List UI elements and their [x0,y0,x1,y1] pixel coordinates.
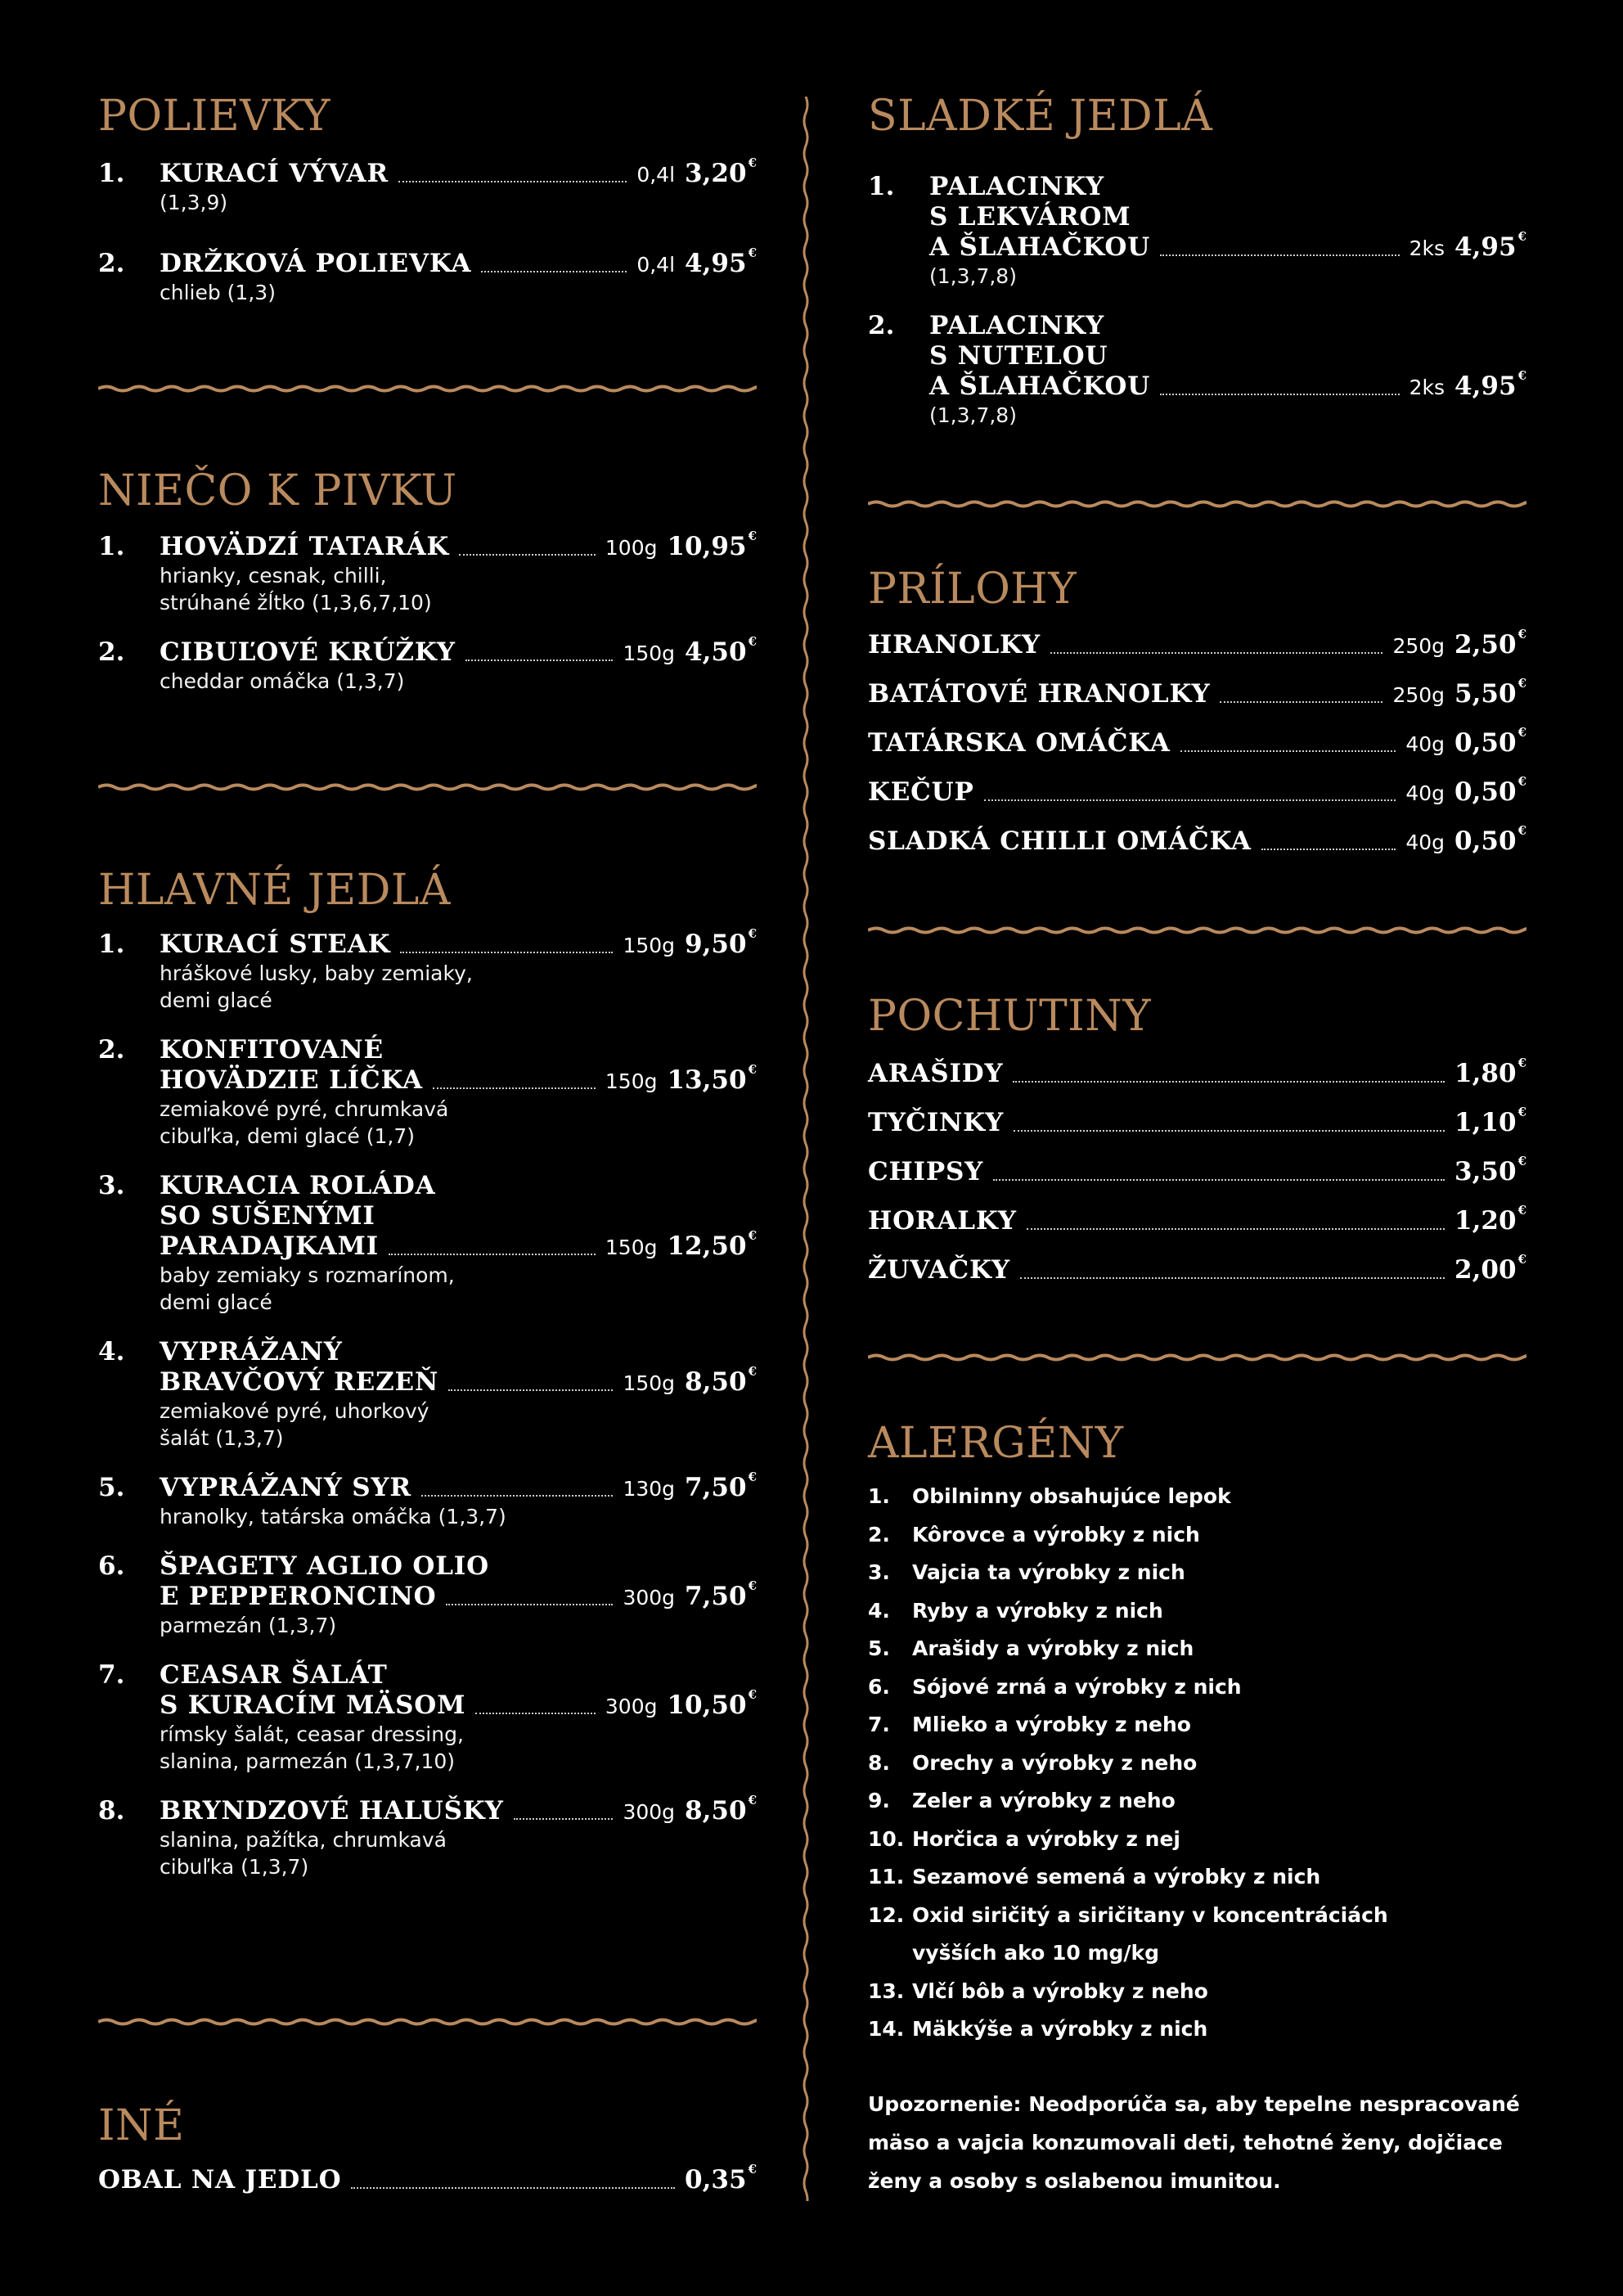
item-name-line: PALACINKY [929,172,1104,201]
item-number: 2. [98,249,125,278]
dot-leader [993,1173,1445,1181]
item-quantity: 300g [605,1695,658,1718]
allergen-item: 14. Mäkkýše a výrobky z nich [868,2017,1208,2041]
euro-symbol: € [1517,627,1526,642]
wavy-divider [868,1347,1526,1368]
menu-item [98,2162,757,2195]
item-description: (1,3,7,8) [929,264,1017,288]
section-title: HLAVNÉ JEDLÁ [98,866,451,915]
menu-item [868,1252,1526,1285]
item-price: 7,50 € [685,1470,757,1502]
dot-leader [459,547,596,556]
item-name-line: S LEKVÁROM [929,202,1131,232]
item-description: hranolky, tatárska omáčka (1,3,7) [160,1505,506,1528]
section-sladke-jedla [868,92,1526,429]
euro-symbol: € [748,1470,757,1484]
menu-item [868,774,1526,808]
allergen-list [868,1478,1526,2049]
item-description: (1,3,9) [160,191,228,214]
item-quantity: 2ks [1409,236,1445,260]
item-name-line: KURACIA ROLÁDA [160,1171,436,1200]
dot-leader [433,1081,596,1089]
item-name: BRYNDZOVÉ HALUŠKY [160,1796,504,1826]
item-price: 1,20 € [1454,1203,1526,1236]
item-description: šalát (1,3,7) [160,1426,284,1450]
item-name-line: VYPRÁŽANÝ [160,1337,343,1366]
wavy-divider [98,378,757,399]
item-description: strúhané žĺtko (1,3,6,7,10) [160,591,432,615]
dot-leader [351,2181,675,2189]
euro-symbol: € [748,529,757,543]
menu-item [98,155,757,216]
euro-symbol: € [1517,725,1526,740]
item-description: chlieb (1,3) [160,281,276,304]
allergen-item: 9. Zeler a výrobky z neho [868,1789,1176,1812]
item-name: KURACÍ VÝVAR [160,159,389,188]
euro-symbol: € [748,1364,757,1379]
section-title: PRÍLOHY [868,565,1077,614]
allergen-item: 2. Kôrovce a výrobky z nich [868,1522,1200,1546]
item-quantity: 300g [623,1586,676,1609]
item-name: DRŽKOVÁ POLIEVKA [160,249,472,278]
dot-leader [514,1812,614,1820]
dot-leader [448,1383,613,1391]
section-title: INÉ [98,2101,185,2150]
menu-item [98,1337,757,1452]
item-quantity: 0,4l [636,163,676,187]
dot-leader [446,1597,613,1605]
menu-item [98,245,757,306]
item-name: BATÁTOVÉ HRANOLKY [868,679,1211,709]
allergen-item: 12. Oxid siričitý a siričitany v koncentráciách vyšších ako 10 mg/kg [868,1902,1388,1965]
dot-leader [1220,695,1382,703]
dot-leader [389,1247,596,1255]
item-price: 8,50 € [685,1364,757,1397]
dot-leader [984,793,1396,801]
dot-leader [465,653,614,661]
item-number: 2. [98,637,125,667]
allergen-item: 6. Sójové zrná a výrobky z nich [868,1674,1242,1699]
item-name: TATÁRSKA OMÁČKA [868,728,1171,758]
warning-line: Upozornenie: Neodporúča sa, aby tepelne nespracované [868,2091,1520,2116]
item-price: 4,95 € [1454,368,1526,401]
item-description: zemiakové pyré, uhorkový [160,1399,429,1423]
section-nieco-k-pivku [98,466,757,695]
euro-symbol: € [748,1578,757,1593]
item-name: TYČINKY [868,1108,1005,1137]
item-quantity: 150g [605,1236,658,1259]
item-quantity: 2ks [1409,376,1445,399]
item-price: 8,50 € [685,1793,757,1826]
item-name: KEČUP [868,777,974,807]
allergen-item: 4. Ryby a výrobky z nich [868,1598,1163,1623]
euro-symbol: € [1517,1252,1526,1267]
item-quantity: 250g [1392,634,1445,658]
item-name: VYPRÁŽANÝ SYR [160,1473,411,1502]
item-price: 4,50 € [685,634,757,667]
warning-line: ženy a osoby s oslabenou imunitou. [868,2168,1281,2193]
menu-item [868,676,1526,709]
euro-symbol: € [1517,229,1526,244]
item-price: 1,10 € [1454,1105,1526,1137]
allergen-item: 8. Orechy a výrobky z neho [868,1750,1198,1775]
section-title: ALERGÉNY [868,1419,1124,1468]
item-name-line: ŠPAGETY AGLIO OLIO [160,1551,489,1581]
item-description: baby zemiaky s rozmarínom, [160,1263,455,1287]
menu-item [868,627,1526,660]
dot-leader [1050,646,1383,654]
item-name: HOVÄDZIE LÍČKA [160,1065,423,1095]
item-quantity: 150g [605,1069,658,1093]
item-name-line: CEASAR ŠALÁT [160,1660,388,1690]
allergen-item: 3. Vajcia ta výrobky z nich [868,1560,1185,1584]
item-price: 0,50 € [1454,725,1526,758]
menu-item [868,725,1526,759]
item-name: HRANOLKY [868,630,1041,660]
dot-leader [1014,1123,1445,1132]
section-alergeny [868,1419,1526,2200]
item-price: 0,50 € [1454,823,1526,856]
menu-item [98,926,757,1014]
vertical-wavy-divider [799,97,812,2201]
item-price: 4,95 € [1454,229,1526,262]
item-quantity: 40g [1405,781,1445,805]
euro-symbol: € [1517,676,1526,691]
item-name-line: KONFITOVANÉ [160,1035,384,1065]
item-quantity: 150g [623,1371,676,1395]
euro-symbol: € [748,245,757,260]
item-number: 1. [98,930,125,959]
item-number: 6. [98,1551,125,1581]
euro-symbol: € [1517,774,1526,789]
euro-symbol: € [1517,1154,1526,1168]
item-description: demi glacé [160,1290,272,1314]
item-price: 5,50 € [1454,676,1526,709]
item-description: cibuľka (1,3,7) [160,1855,309,1879]
dot-leader [475,1706,596,1714]
section-polievky [98,92,757,306]
item-price: 3,20 € [685,155,757,188]
item-quantity: 150g [623,642,676,665]
item-price: 10,95 € [667,529,757,561]
item-description: cheddar omáčka (1,3,7) [160,669,405,693]
menu-item [868,1105,1526,1138]
item-price: 10,50 € [667,1687,757,1720]
dot-leader [1027,1222,1445,1230]
item-description: rímsky šalát, ceasar dressing, [160,1722,464,1746]
item-name: CHIPSY [868,1157,984,1186]
section-pochutiny [868,992,1526,1285]
item-quantity: 0,4l [636,253,676,277]
allergen-item: 10. Horčica a výrobky z nej [868,1826,1180,1851]
menu-item [98,1171,757,1316]
dot-leader [1160,248,1400,256]
item-name: KURACÍ STEAK [160,930,391,959]
section-title: POCHUTINY [868,992,1152,1041]
euro-symbol: € [748,2162,757,2177]
item-description: slanina, pažítka, chrumkavá [160,1828,447,1852]
item-description: slanina, parmezán (1,3,7,10) [160,1749,456,1773]
item-price: 13,50 € [667,1062,757,1095]
dot-leader [1180,744,1396,752]
euro-symbol: € [748,1687,757,1702]
item-description: hrianky, cesnak, chilli, [160,564,387,588]
menu-item [98,1660,757,1775]
item-description: parmezán (1,3,7) [160,1614,337,1637]
item-name: HORALKY [868,1206,1017,1236]
warning-note [868,2085,1526,2200]
item-description: hráškové lusky, baby zemiaky, [160,961,473,985]
section-hlavne-jedla [98,866,757,1880]
allergen-item: 5. Arašidy a výrobky z nich [868,1636,1194,1660]
dot-leader [1160,387,1400,395]
menu-item [98,1035,757,1150]
menu-item [868,1056,1526,1089]
euro-symbol: € [748,155,757,170]
dot-leader [481,264,627,272]
item-number: 8. [98,1796,125,1826]
item-price: 3,50 € [1454,1154,1526,1186]
item-number: 2. [868,311,895,340]
item-number: 1. [98,159,125,188]
item-name-line: PALACINKY [929,311,1104,340]
item-quantity: 130g [623,1477,676,1501]
section-ine [98,2101,757,2195]
menu-item [98,1551,757,1639]
menu-item [868,311,1526,429]
allergen-item: 7. Mlieko a výrobky z neho [868,1713,1191,1736]
item-name: PARADAJKAMI [160,1231,379,1261]
item-name: BRAVČOVÝ REZEŇ [160,1367,439,1397]
section-title: POLIEVKY [98,92,330,141]
allergen-item: 13. Vlčí bôb a výrobky z neho [868,1979,1208,2003]
item-price: 0,50 € [1454,774,1526,807]
item-name: ARAŠIDY [868,1059,1004,1088]
item-name: A ŠLAHAČKOU [929,371,1151,401]
dot-leader [1261,842,1396,850]
item-price: 7,50 € [685,1578,757,1611]
dot-leader [421,1488,614,1497]
item-number: 4. [98,1337,125,1366]
euro-symbol: € [1517,823,1526,838]
dot-leader [400,945,613,953]
euro-symbol: € [748,1062,757,1077]
item-quantity: 300g [623,1800,676,1824]
item-quantity: 40g [1405,831,1445,854]
wavy-divider [98,777,757,798]
item-number: 2. [98,1035,125,1065]
item-description: demi glacé [160,988,272,1012]
item-name: E PEPPERONCINO [160,1582,437,1611]
item-description: (1,3,7,8) [929,403,1017,427]
item-quantity: 150g [623,934,676,957]
item-name: HOVÄDZÍ TATARÁK [160,532,450,561]
section-title: SLADKÉ JEDLÁ [868,92,1213,141]
item-price: 4,95 € [685,245,757,278]
item-name: A ŠLAHAČKOU [929,232,1151,262]
euro-symbol: € [748,926,757,941]
menu-item [98,634,757,695]
item-number: 1. [98,532,125,561]
section-title: NIEČO K PIVKU [98,466,457,515]
item-number: 1. [868,172,895,201]
menu-item [868,172,1526,290]
euro-symbol: € [1517,1056,1526,1070]
item-name: OBAL NA JEDLO [98,2165,342,2195]
wavy-divider [98,2011,757,2033]
item-quantity: 40g [1405,732,1445,756]
item-quantity: 250g [1392,683,1445,707]
dot-leader [1013,1074,1445,1083]
item-name: CIBUĽOVÉ KRÚŽKY [160,637,456,667]
item-name: S KURACÍM MÄSOM [160,1690,466,1720]
menu-item [868,1154,1526,1187]
item-name-line: S NUTELOU [929,341,1108,371]
item-name: SLADKÁ CHILLI OMÁČKA [868,826,1252,856]
item-name: ŽUVAČKY [868,1255,1010,1285]
dot-leader [398,174,627,182]
euro-symbol: € [748,634,757,649]
menu-item [868,1203,1526,1236]
menu-item [98,529,757,616]
item-quantity: 100g [605,536,658,560]
item-price: 2,00 € [1454,1252,1526,1285]
section-prilohy [868,565,1526,857]
dot-leader [1020,1271,1445,1279]
euro-symbol: € [748,1793,757,1808]
item-description: zemiakové pyré, chrumkavá [160,1097,449,1121]
item-price: 12,50 € [667,1228,757,1261]
menu-item [98,1793,757,1880]
menu-item [868,823,1526,857]
allergen-item: 1. Obilninny obsahujúce lepok [868,1484,1231,1508]
item-price: 2,50 € [1454,627,1526,660]
euro-symbol: € [748,1228,757,1243]
warning-line: mäso a vajcia konzumovali deti, tehotné ženy, dojčiace [868,2130,1503,2154]
item-name-line: SO SUŠENÝMI [160,1201,375,1231]
item-price: 1,80 € [1454,1056,1526,1088]
euro-symbol: € [1517,1203,1526,1218]
item-price: 0,35 € [685,2162,757,2195]
allergen-item: 11. Sezamové semená a výrobky z nich [868,1865,1321,1889]
menu-item [98,1470,757,1530]
item-description: cibuľka, demi glacé (1,7) [160,1124,415,1148]
wavy-divider [868,493,1526,515]
euro-symbol: € [1517,368,1526,383]
item-number: 7. [98,1660,125,1690]
wavy-divider [868,920,1526,941]
item-number: 5. [98,1473,125,1502]
item-price: 9,50 € [685,926,757,959]
euro-symbol: € [1517,1105,1526,1119]
item-number: 3. [98,1171,125,1200]
